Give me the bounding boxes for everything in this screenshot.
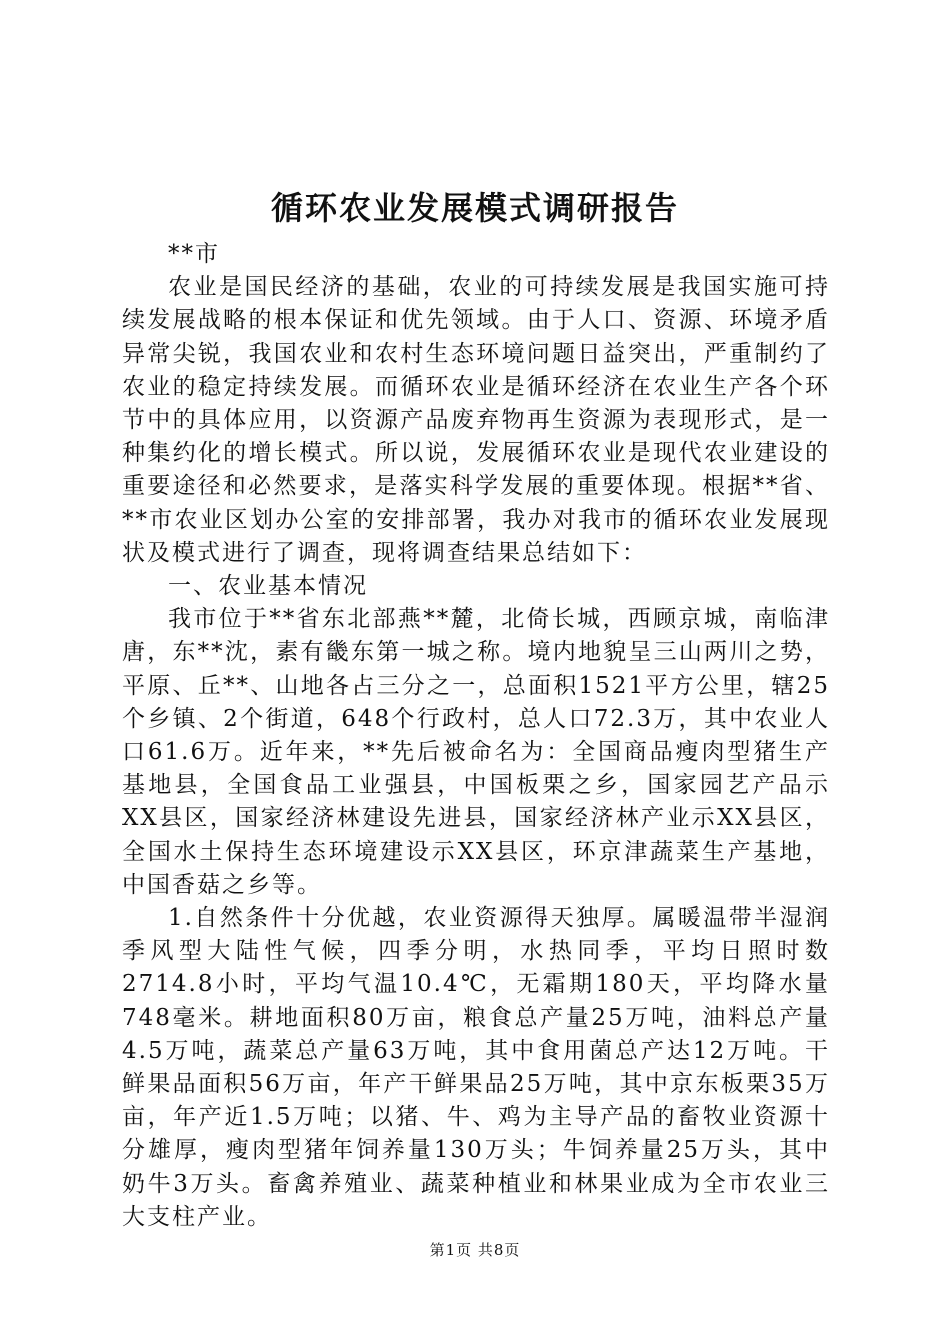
paragraph-intro: 农业是国民经济的基础，农业的可持续发展是我国实施可持续发展战略的根本保证和优先领域。由于人口、资源、环境矛盾异常尖锐，我国农业和农村生态环境问题日益突出，严重制约了农业的稳定持续发展。而循环农业是循环经济在农业生产各个环节中的具体应用，以资源产品废弃物再生资源为表现形式，是一种集约化的增长模式。所以说，发展循环农业是现代农业建设的重要途径和必然要求，是落实科学发展的重要体现。根据**省、**市农业区划办公室的安排部署，我办对我市的循环农业发展现状及模式进行了调查，现将调查结果总结如下：: [122, 274, 830, 566]
document-title: 循环农业发展模式调研报告: [270, 189, 679, 227]
document-body: [122, 238, 830, 1234]
city-line: **市: [168, 241, 220, 267]
page-footer: 第1页 共8页: [429, 1241, 521, 1259]
paragraph-natural-conditions: 1.自然条件十分优越，农业资源得天独厚。属暖温带半湿润季风型大陆性气候，四季分明，水热同季，平均日照时数2714.8小时，平均气温10.4℃，无霜期180天，平均降水量748毫米。耕地面积80万亩，粮食总产量25万吨，油料总产量4.5万吨，蔬菜总产量63万吨，其中食用菌总产达12万吨。干鲜果品面积56万亩，年产干鲜果品25万吨，其中京东板栗35万亩，年产近1.5万吨；以猪、牛、鸡为主导产品的畜牧业资源十分雄厚，瘦肉型猪年饲养量130万头；牛饲养量25万头，其中奶牛3万头。畜禽养殖业、蔬菜种植业和林果业成为全市农业三大支柱产业。: [122, 905, 830, 1230]
paragraph-location: 我市位于**省东北部燕**麓，北倚长城，西顾京城，南临津唐，东**沈，素有畿东第一城之称。境内地貌呈三山两川之势，平原、丘**、山地各占三分之一，总面积1521平方公里，辖25个乡镇、2个街道，648个行政村，总人口72.3万，其中农业人口61.6万。近年来，**先后被命名为：全国商品瘦肉型猪生产基地县，全国食品工业强县，中国板栗之乡，国家园艺产品示XX县区，国家经济林建设先进县，国家经济林产业示XX县区，全国水土保持生态环境建设示XX县区，环京津蔬菜生产基地，中国香菇之乡等。: [122, 606, 830, 898]
section-heading-basic-situation: 一、农业基本情况: [168, 573, 368, 600]
